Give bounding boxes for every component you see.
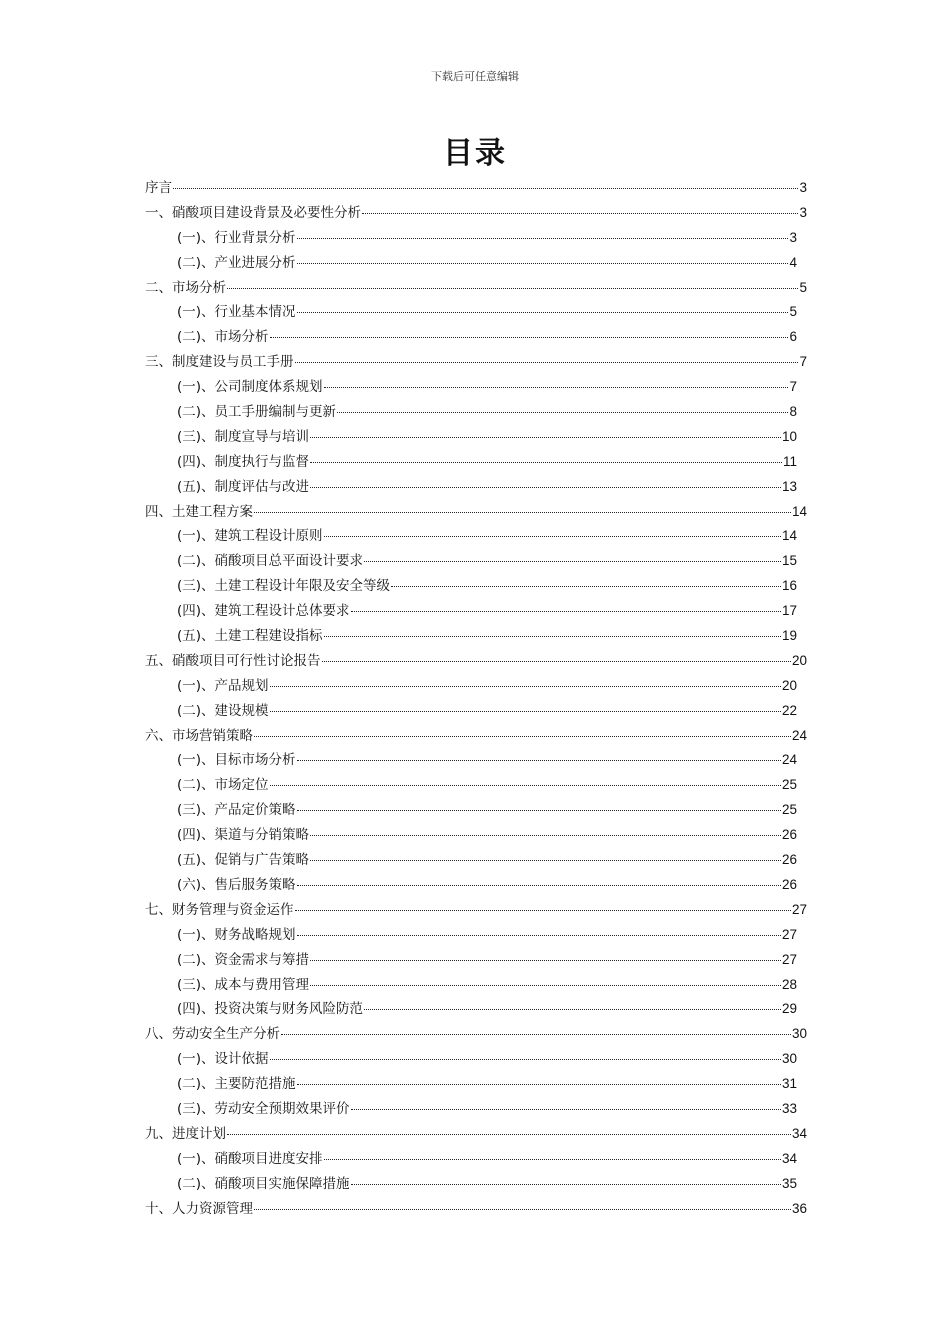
dot-leader: [270, 337, 789, 338]
dot-leader: [310, 860, 781, 861]
toc-entry[interactable]: [145, 873, 807, 898]
toc-entry-page-number: 7: [799, 354, 807, 370]
toc-entry[interactable]: [145, 773, 807, 798]
toc-entry-page-number: 4: [789, 254, 797, 270]
toc-entry-label: (一)、公司制度体系规划: [177, 379, 323, 396]
toc-entry[interactable]: [145, 300, 807, 325]
toc-entry[interactable]: [145, 226, 807, 251]
toc-entry[interactable]: [145, 1022, 807, 1047]
toc-entry[interactable]: [145, 475, 807, 500]
toc-entry[interactable]: [145, 1147, 807, 1172]
toc-entry-page-number: 31: [781, 1076, 797, 1092]
toc-title: 目录: [443, 136, 507, 171]
dot-leader: [254, 512, 791, 513]
toc-entry-label: 十、人力资源管理: [145, 1200, 253, 1217]
toc-entry-page-number: 33: [781, 1100, 797, 1116]
table-of-contents: [145, 176, 807, 1221]
toc-entry-page-number: 27: [781, 926, 797, 942]
dot-leader: [270, 785, 781, 786]
toc-entry-page-number: 5: [799, 279, 807, 295]
dot-leader: [297, 885, 781, 886]
dot-leader: [254, 736, 791, 737]
toc-entry-label: (二)、产业进展分析: [177, 254, 296, 271]
dot-leader: [297, 935, 781, 936]
toc-entry[interactable]: [145, 251, 807, 276]
toc-entry-page-number: 27: [791, 901, 807, 917]
toc-entry-page-number: 6: [789, 329, 797, 345]
toc-entry[interactable]: [145, 1197, 807, 1222]
toc-entry-page-number: 20: [791, 652, 807, 668]
toc-entry[interactable]: [145, 898, 807, 923]
toc-entry-label: (二)、建设规模: [177, 702, 269, 719]
toc-entry-page-number: 5: [789, 304, 797, 320]
toc-entry-page-number: 14: [781, 528, 797, 544]
toc-entry-page-number: 20: [781, 677, 797, 693]
toc-entry-page-number: 35: [781, 1175, 797, 1191]
toc-entry-label: (一)、目标市场分析: [177, 752, 296, 769]
toc-entry-label: 八、劳动安全生产分析: [145, 1026, 280, 1043]
toc-entry-page-number: 15: [781, 553, 797, 569]
toc-entry-label: (三)、产品定价策略: [177, 802, 296, 819]
toc-entry-page-number: 34: [781, 1150, 797, 1166]
dot-leader: [297, 238, 789, 239]
toc-entry[interactable]: [145, 973, 807, 998]
dot-leader: [310, 462, 782, 463]
toc-entry-label: (一)、财务战略规划: [177, 926, 296, 943]
toc-entry-label: (一)、设计依据: [177, 1051, 269, 1068]
toc-entry-page-number: 11: [782, 453, 797, 469]
header-note: 下载后可任意编辑: [431, 70, 519, 83]
toc-entry-page-number: 26: [781, 876, 797, 892]
dot-leader: [364, 561, 781, 562]
toc-entry[interactable]: [145, 624, 807, 649]
dot-leader: [297, 1084, 781, 1085]
toc-entry-page-number: 10: [781, 428, 797, 444]
toc-entry-label: (一)、行业背景分析: [177, 229, 296, 246]
toc-entry-label: (五)、土建工程建设指标: [177, 628, 323, 645]
toc-entry[interactable]: [145, 276, 807, 301]
toc-entry-page-number: 25: [781, 802, 797, 818]
toc-entry[interactable]: [145, 1047, 807, 1072]
toc-entry-page-number: 7: [789, 379, 797, 395]
toc-entry-page-number: 3: [799, 204, 807, 220]
toc-entry[interactable]: [145, 997, 807, 1022]
dot-leader: [270, 711, 781, 712]
dot-leader: [310, 487, 781, 488]
dot-leader: [310, 835, 781, 836]
dot-leader: [295, 362, 799, 363]
toc-entry-label: (三)、土建工程设计年限及安全等级: [177, 578, 391, 595]
toc-entry-label: (二)、市场分析: [177, 329, 269, 346]
dot-leader: [310, 437, 781, 438]
toc-entry[interactable]: [145, 524, 807, 549]
toc-entry[interactable]: [145, 400, 807, 425]
toc-entry-label: (二)、员工手册编制与更新: [177, 404, 337, 421]
toc-entry[interactable]: [145, 599, 807, 624]
toc-entry-label: (二)、市场定位: [177, 777, 269, 794]
toc-entry-page-number: 29: [781, 1001, 797, 1017]
toc-entry-label: (三)、制度宣导与培训: [177, 428, 310, 445]
dot-leader: [227, 1134, 791, 1135]
dot-leader: [337, 412, 788, 413]
toc-entry-label: 三、制度建设与员工手册: [145, 354, 294, 371]
toc-entry-page-number: 3: [789, 229, 797, 245]
dot-leader: [254, 1209, 791, 1210]
toc-entry[interactable]: [145, 948, 807, 973]
toc-entry-page-number: 36: [791, 1200, 807, 1216]
toc-entry[interactable]: [145, 649, 807, 674]
dot-leader: [297, 263, 789, 264]
toc-entry-page-number: 22: [781, 702, 797, 718]
toc-entry-label: (五)、制度评估与改进: [177, 478, 310, 495]
toc-entry[interactable]: [145, 549, 807, 574]
toc-entry-page-number: 27: [781, 951, 797, 967]
toc-entry-label: 九、进度计划: [145, 1125, 226, 1142]
toc-entry-label: (一)、行业基本情况: [177, 304, 296, 321]
toc-entry-page-number: 30: [791, 1026, 807, 1042]
toc-entry[interactable]: [145, 500, 807, 525]
dot-leader: [351, 1184, 781, 1185]
toc-entry-page-number: 14: [791, 503, 807, 519]
toc-entry[interactable]: [145, 724, 807, 749]
dot-leader: [351, 1109, 781, 1110]
toc-entry[interactable]: [145, 923, 807, 948]
toc-entry-page-number: 17: [781, 603, 797, 619]
toc-entry-label: (四)、渠道与分销策略: [177, 827, 310, 844]
toc-entry-label: 二、市场分析: [145, 279, 226, 296]
toc-entry[interactable]: [145, 350, 807, 375]
toc-entry[interactable]: [145, 176, 807, 201]
toc-entry-label: (二)、硝酸项目实施保障措施: [177, 1175, 350, 1192]
toc-entry[interactable]: [145, 1097, 807, 1122]
toc-entry-label: (二)、资金需求与筹措: [177, 951, 310, 968]
toc-entry-label: (四)、投资决策与财务风险防范: [177, 1001, 364, 1018]
dot-leader: [297, 312, 789, 313]
toc-entry[interactable]: [145, 375, 807, 400]
toc-entry[interactable]: [145, 450, 807, 475]
toc-entry-page-number: 8: [789, 404, 797, 420]
toc-entry-label: (三)、劳动安全预期效果评价: [177, 1100, 350, 1117]
toc-entry-label: (六)、售后服务策略: [177, 876, 296, 893]
toc-entry-page-number: 16: [781, 578, 797, 594]
dot-leader: [391, 586, 781, 587]
dot-leader: [322, 661, 791, 662]
toc-entry-label: 四、土建工程方案: [145, 503, 253, 520]
toc-entry[interactable]: [145, 823, 807, 848]
toc-entry[interactable]: [145, 699, 807, 724]
toc-entry[interactable]: [145, 325, 807, 350]
toc-entry-label: (一)、建筑工程设计原则: [177, 528, 323, 545]
toc-entry[interactable]: [145, 1072, 807, 1097]
toc-entry[interactable]: [145, 425, 807, 450]
dot-leader: [324, 636, 781, 637]
toc-entry-page-number: 28: [781, 976, 797, 992]
toc-entry-label: 五、硝酸项目可行性讨论报告: [145, 652, 321, 669]
toc-entry-label: (一)、产品规划: [177, 677, 269, 694]
toc-entry-page-number: 19: [781, 628, 797, 644]
toc-entry[interactable]: [145, 1172, 807, 1197]
toc-entry[interactable]: [145, 574, 807, 599]
toc-entry-label: 七、财务管理与资金运作: [145, 901, 294, 918]
toc-entry-label: 序言: [145, 180, 172, 196]
dot-leader: [310, 960, 781, 961]
dot-leader: [364, 1009, 781, 1010]
toc-entry-label: (二)、硝酸项目总平面设计要求: [177, 553, 364, 570]
toc-entry-page-number: 34: [791, 1125, 807, 1141]
dot-leader: [324, 387, 789, 388]
toc-entry-label: (一)、硝酸项目进度安排: [177, 1150, 323, 1167]
dot-leader: [351, 611, 781, 612]
dot-leader: [173, 188, 798, 189]
dot-leader: [362, 213, 798, 214]
toc-entry-page-number: 26: [781, 852, 797, 868]
toc-entry[interactable]: [145, 748, 807, 773]
dot-leader: [297, 760, 781, 761]
toc-entry[interactable]: [145, 201, 807, 226]
toc-entry-page-number: 26: [781, 827, 797, 843]
toc-entry-label: (四)、建筑工程设计总体要求: [177, 603, 350, 620]
toc-entry-label: 一、硝酸项目建设背景及必要性分析: [145, 204, 361, 221]
toc-entry[interactable]: [145, 1122, 807, 1147]
dot-leader: [324, 536, 781, 537]
toc-entry-label: (三)、成本与费用管理: [177, 976, 310, 993]
dot-leader: [281, 1034, 791, 1035]
toc-entry-page-number: 24: [781, 752, 797, 768]
toc-entry[interactable]: [145, 848, 807, 873]
dot-leader: [310, 985, 781, 986]
dot-leader: [270, 686, 781, 687]
toc-entry-page-number: 13: [781, 478, 797, 494]
toc-entry-label: (五)、促销与广告策略: [177, 852, 310, 869]
dot-leader: [270, 1059, 781, 1060]
dot-leader: [227, 288, 798, 289]
toc-entry-label: 六、市场营销策略: [145, 727, 253, 744]
dot-leader: [324, 1159, 781, 1160]
toc-entry-page-number: 3: [799, 180, 807, 195]
toc-entry-page-number: 25: [781, 777, 797, 793]
toc-entry-page-number: 30: [781, 1051, 797, 1067]
dot-leader: [295, 910, 791, 911]
dot-leader: [297, 810, 781, 811]
toc-entry-page-number: 24: [791, 727, 807, 743]
toc-entry-label: (二)、主要防范措施: [177, 1076, 296, 1093]
toc-entry[interactable]: [145, 798, 807, 823]
toc-entry-label: (四)、制度执行与监督: [177, 453, 310, 470]
toc-entry[interactable]: [145, 674, 807, 699]
